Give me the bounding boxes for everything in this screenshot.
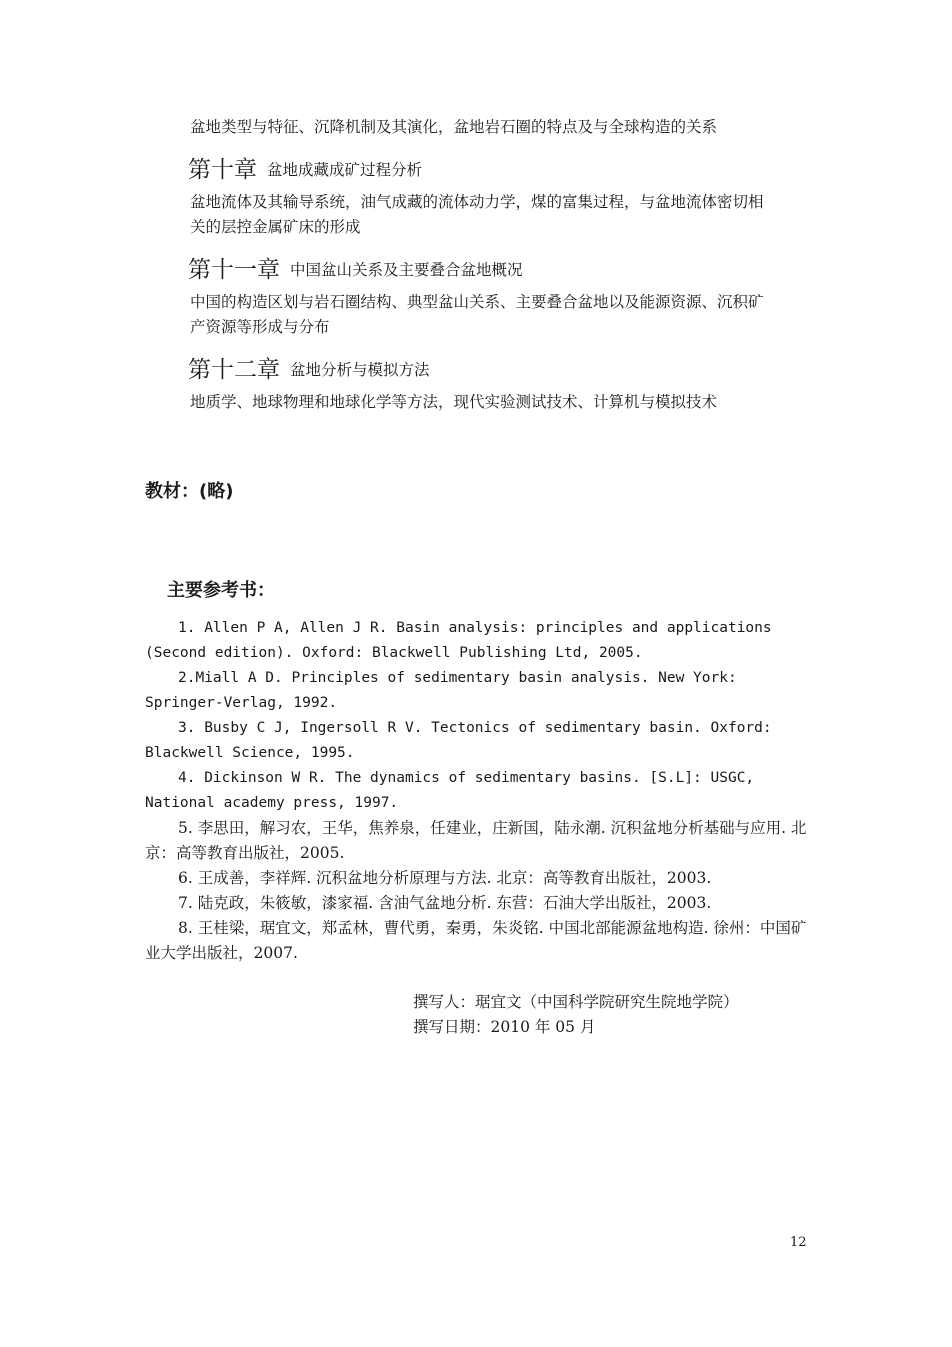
chapter-10-description-line-2: 关的层控金属矿床的形成 [190,218,361,236]
references-heading: 主要参考书： [167,580,275,601]
chapter-11-description-line-2: 产资源等形成与分布 [190,318,330,336]
chapter-11-title [188,255,523,287]
author-line: 撰写人：琚宜文（中国科学院研究生院地学院） [413,993,739,1011]
chapter-10-title [188,155,422,187]
chapter-12-name: 盆地分析与模拟方法 [290,361,430,379]
date-line: 撰写日期：2010 年 05 月 [413,1018,596,1036]
chapter-12-description-line-1: 地质学、地球物理和地球化学等方法，现代实验测试技术、计算机与模拟技术 [190,393,718,411]
reference-item-8: 8. 王桂梁，琚宜文，郑孟林，曹代勇，秦勇，朱炎铭. 中国北部能源盆地构造. 徐州：中国矿业大学出版社，2007. [145,919,807,962]
reference-item-1: 1. Allen P A, Allen J R. Basin analysis: principles and applications (Second edition). Oxford: Blackwell Publishing Ltd, 2005. [145,620,772,661]
chapter-11-number: 第十一章 [188,257,280,283]
page-number: 12 [790,1235,807,1250]
reference-item-6: 6. 王成善，李祥辉. 沉积盆地分析原理与方法. 北京：高等教育出版社，2003. [178,869,712,887]
chapter-11-name: 中国盆山关系及主要叠合盆地概况 [290,261,523,279]
reference-item-4: 4. Dickinson W R. The dynamics of sedimentary basins. [S.L]: USGC, National academy press, 1997. [145,770,755,811]
chapter-11-description-line-1: 中国的构造区划与岩石圈结构、典型盆山关系、主要叠合盆地以及能源资源、沉积矿 [190,293,764,311]
chapter-12-title [188,355,430,387]
chapter-10-number: 第十章 [188,157,257,183]
reference-item-3: 3. Busby C J, Ingersoll R V. Tectonics of sedimentary basin. Oxford: Blackwell Science, 1995. [145,720,772,761]
reference-list [145,616,810,966]
chapter-12-number: 第十二章 [188,357,280,383]
textbook-heading: 教材：(略) [145,481,234,502]
reference-item-5: 5. 李思田，解习农，王华，焦养泉，任建业，庄新国，陆永潮. 沉积盆地分析基础与应用. 北京：高等教育出版社，2005. [145,819,807,862]
chapter-9-description: 盆地类型与特征、沉降机制及其演化，盆地岩石圈的特点及与全球构造的关系 [190,118,718,136]
reference-item-7: 7. 陆克政，朱筱敏，漆家福. 含油气盆地分析. 东营：石油大学出版社，2003. [178,894,712,912]
chapter-10-description-line-1: 盆地流体及其输导系统，油气成藏的流体动力学，煤的富集过程，与盆地流体密切相 [190,193,764,211]
chapter-10-name: 盆地成藏成矿过程分析 [267,161,423,179]
reference-item-2: 2.Miall A D. Principles of sedimentary basin analysis. New York: Springer-Verlag, 1992. [145,670,737,711]
